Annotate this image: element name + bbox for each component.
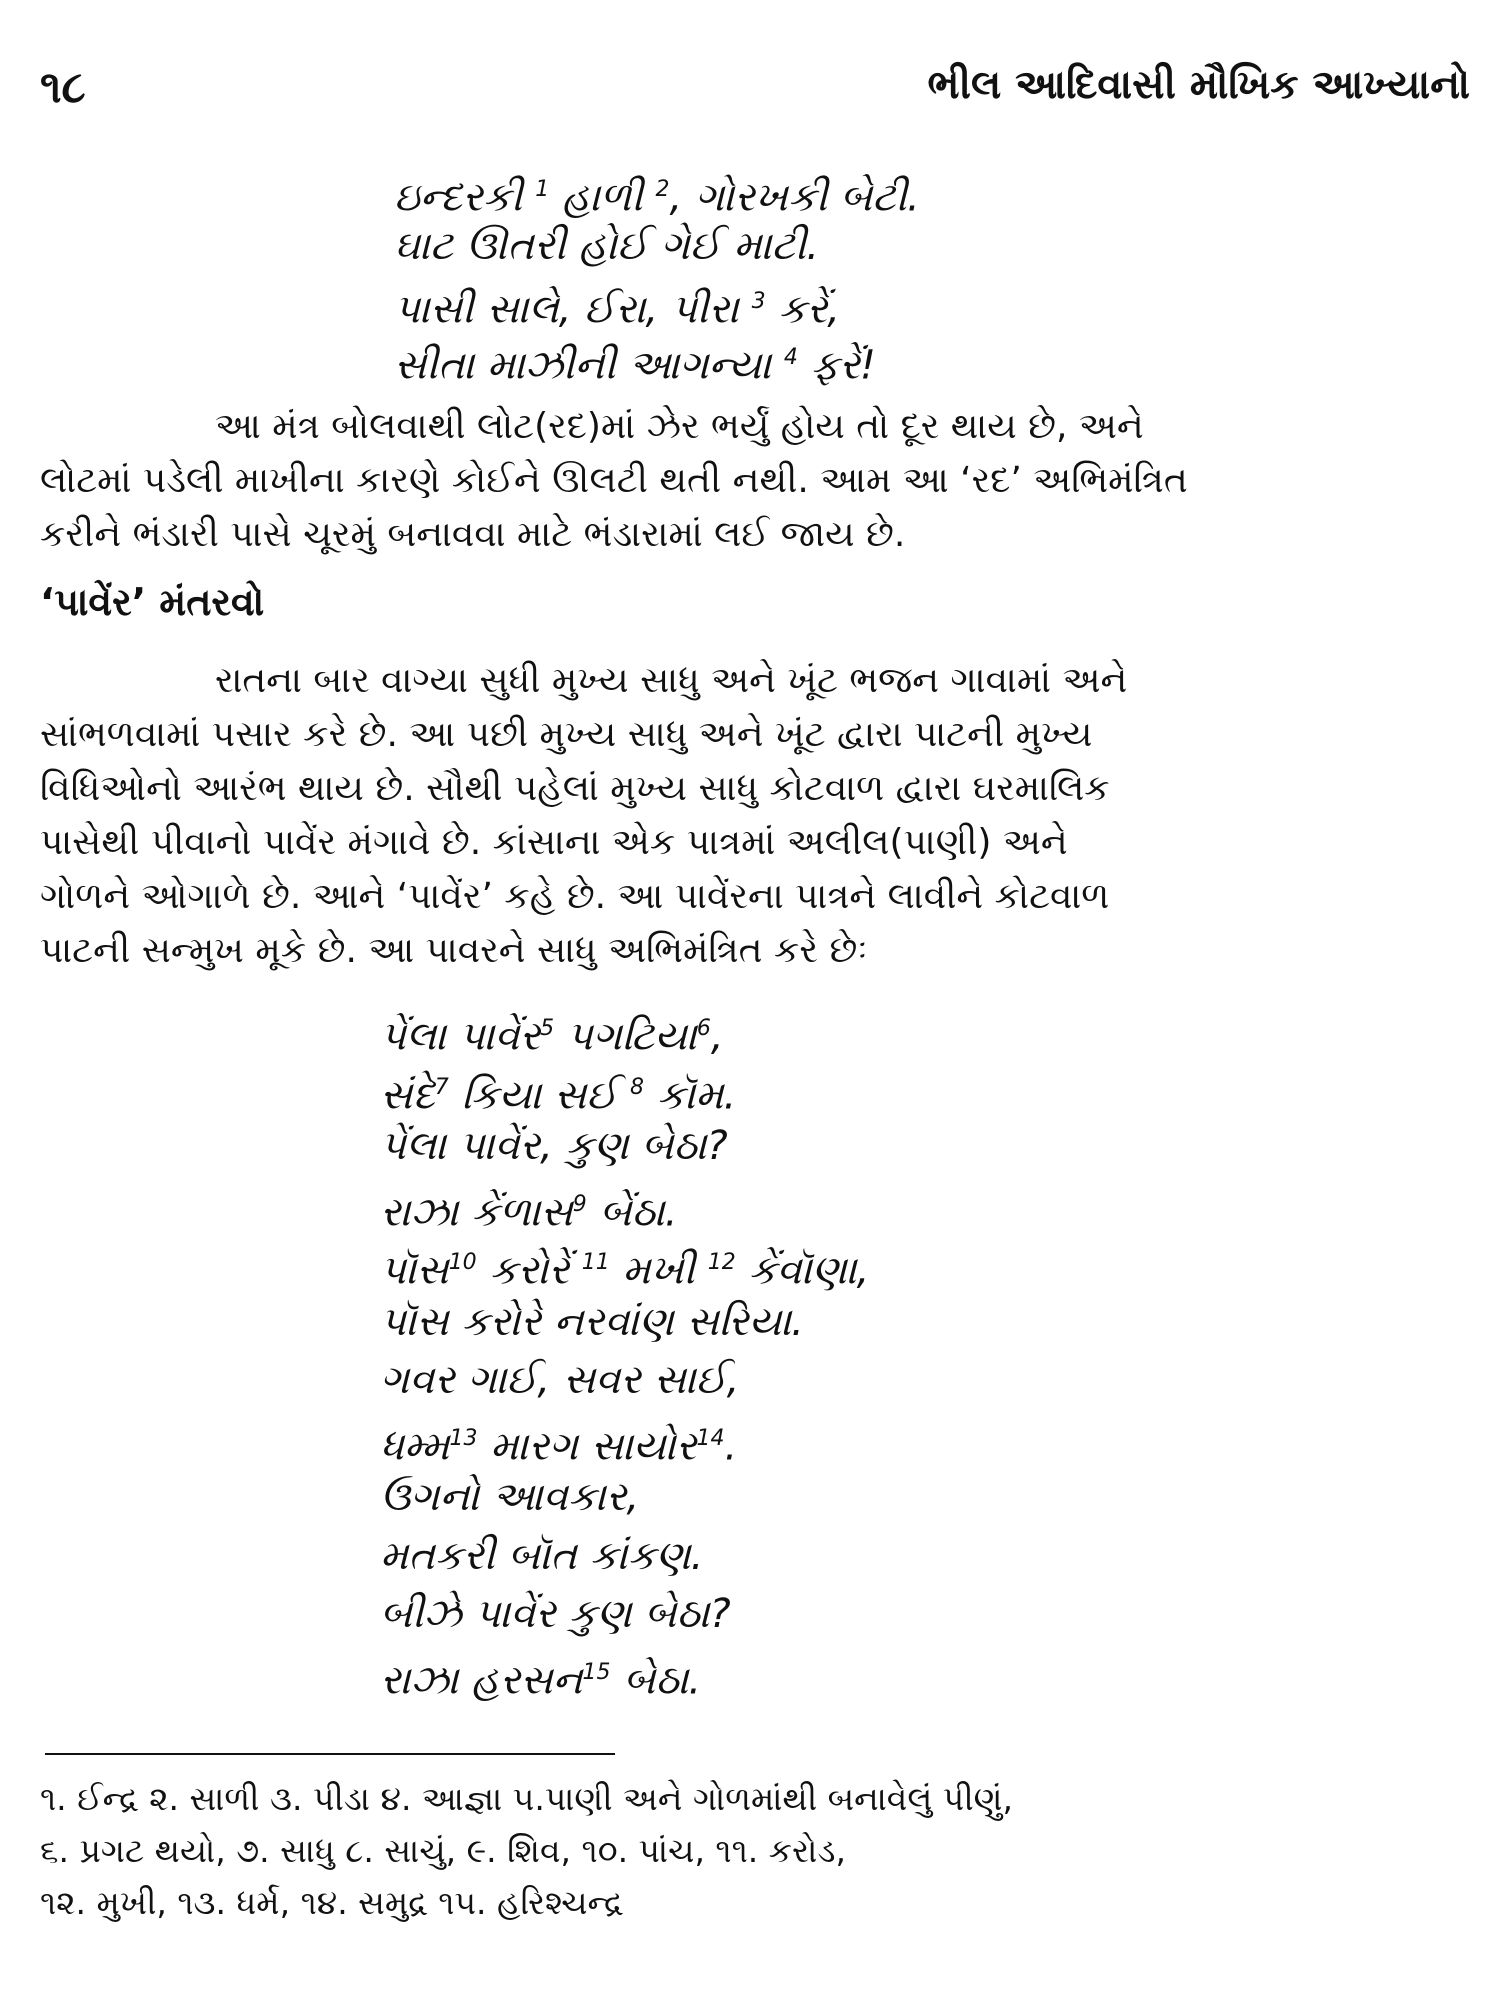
page-header xyxy=(40,62,1470,122)
verse-line: પૉસ$^{10}$ કરોરેં $^{11}$ મખી $^{12}$ કેંવૉણા, xyxy=(380,1247,870,1294)
verse-line: પાસી સાલે, ઈરા, પીરા $^3$ કરેં, xyxy=(394,286,840,333)
verse-line: ધમ્મ$^{13}$ મારગ સાયોર$^{14}$. xyxy=(380,1422,738,1469)
verse-line: ઇન્દરકી $^1$ હાળી $^2$, ગોરખકી બેટી. xyxy=(394,174,920,221)
footnote-divider xyxy=(45,1753,615,1755)
paragraph-line: રાતના બાર વાગ્યા સુધી મુખ્ય સાધુ અને ખૂંટ ભજન ગાવામાં અને xyxy=(215,660,1128,701)
section-heading: ‘પાવેંર’ મંતરવો xyxy=(40,580,265,624)
paragraph-paver-ritual xyxy=(40,654,1470,978)
verse-line: પેંલા પાવેંર, કુણ બેઠા? xyxy=(380,1123,728,1169)
verse-line: મતકરી બૉત કાંકણ. xyxy=(380,1532,704,1579)
paragraph-line: પાટની સન્મુખ મૂકે છે. આ પાવરને સાધુ અભિમંત્રિત કરે છેઃ xyxy=(40,930,868,971)
footnote-line: ૧૨. મુખી, ૧૩. ધર્મ, ૧૪. સમુદ્ર ૧૫. હરિશ્ચન્દ્ર xyxy=(40,1883,624,1922)
paragraph-line: આ મંત્ર બોલવાથી લોટ(રદ)માં ઝેર ભર્યું હોય તો દૂર થાય છે, અને xyxy=(215,406,1144,447)
paragraph-mantra-effect xyxy=(40,400,1470,562)
verse-line: ગવર ગાઈ, સવર સાઈ, xyxy=(380,1357,740,1403)
verse-line: રાઝા કેંળાસ$^9$ બેંઠા. xyxy=(380,1188,678,1235)
paragraph-line: કરીને ભંડારી પાસે ચૂરમું બનાવવા માટે ભંડારામાં લઈ જાય છે. xyxy=(40,514,906,555)
footnote-line: ૧. ઈન્દ્ર ૨. સાળી ૩. પીડા ૪. આજ્ઞા ૫.પાણી અને ગોળમાંથી બનાવેલું પીણું, xyxy=(40,1779,1013,1818)
verse-line: બીઝે પાવેંર કુણ બેઠા? xyxy=(380,1591,731,1637)
verse-line: પેંલા પાવેંર$^5$ પગટિયા$^6$, xyxy=(380,1013,724,1060)
footnote-line: ૬. પ્રગટ થયો, ૭. સાધુ ૮. સાચું, ૯. શિવ, ૧૦. પાંચ, ૧૧. કરોડ, xyxy=(40,1831,846,1870)
paragraph-line: સાંભળવામાં પસાર કરે છે. આ પછી મુખ્ય સાધુ અને ખૂંટ દ્વારા પાટની મુખ્ય xyxy=(40,714,1093,755)
verse-line: રાઝા હરસન$^{15}$ બેઠા. xyxy=(380,1656,702,1703)
paragraph-line: ગોળને ઓગાળે છે. આને ‘પાવેંર’ કહે છે. આ પાવેંરના પાત્રને લાવીને કોટવાળ xyxy=(40,876,1110,917)
verse-line: સંદે$^7$ કિયા સઈ $^8$ કૉમ. xyxy=(380,1071,737,1118)
paragraph-line: પાસેથી પીવાનો પાવેંર મંગાવે છે. કાંસાના એક પાત્રમાં અલીલ(પાણી) અને xyxy=(40,822,1068,863)
verse-line: સીતા માઝીની આગન્યા $^4$ ફરેં! xyxy=(394,342,876,389)
verse-indra xyxy=(394,162,920,389)
verse-line: ઉગનો આવકાર, xyxy=(380,1474,640,1520)
verse-paver xyxy=(380,1000,869,1702)
verse-line: પૉસ કરોરે નરવાંણ સરિયા. xyxy=(380,1298,804,1345)
paragraph-line: વિધિઓનો આરંભ થાય છે. સૌથી પહેલાં મુખ્ય સાધુ કોટવાળ દ્વારા ઘરમાલિક xyxy=(40,768,1110,809)
verse-line: ઘાટ ઊતરી હોઈ ગેઈ માટી. xyxy=(394,223,819,269)
running-title: ભીલ આદિવાસી મૌખિક આખ્યાનો xyxy=(927,62,1470,108)
paragraph-line: લોટમાં પડેલી માખીના કારણે કોઈને ઊલટી થતી નથી. આમ આ ‘રદ’ અભિમંત્રિત xyxy=(40,460,1188,501)
page-number: ૧૮ xyxy=(40,62,86,113)
footnotes xyxy=(40,1773,1470,1929)
